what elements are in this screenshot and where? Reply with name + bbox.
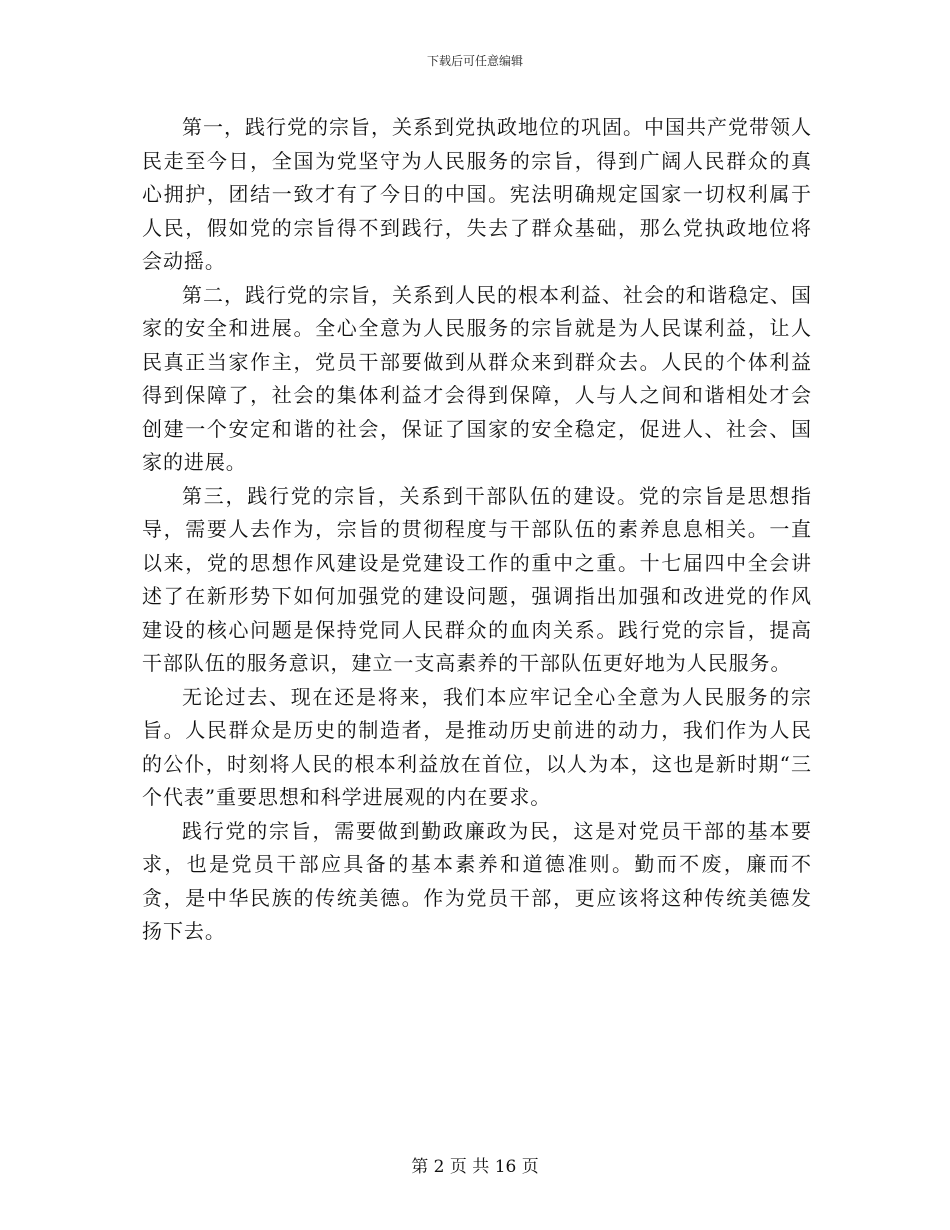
paragraph-5: 践行党的宗旨，需要做到勤政廉政为民，这是对党员干部的基本要求，也是党员干部应具备的基本素养和道德准则。勤而不废，廉而不贪，是中华民族的传统美德。作为党员干部，更应该将这种传统美德发扬下去。 [142,818,812,943]
page-footer: 第 2 页 共 16 页 [411,1157,539,1177]
document-body [142,111,812,949]
paragraph-3: 第三，践行党的宗旨，关系到干部队伍的建设。党的宗旨是思想指导，需要人去作为，宗旨的贯彻程度与干部队伍的素养息息相关。一直以来，党的思想作风建设是党建设工作的重中之重。十七届四中全会讲述了在新形势下如何加强党的建设问题，强调指出加强和改进党的作风建设的核心问题是保持党同人民群众的血肉关系。践行党的宗旨，提高干部队伍的服务意识，建立一支高素养的干部队伍更好地为人民服务。 [142,483,812,675]
paragraph-4: 无论过去、现在还是将来，我们本应牢记全心全意为人民服务的宗旨。人民群众是历史的制造者，是推动历史前进的动力，我们作为人民的公仆，时刻将人民的根本利益放在首位，以人为本，这也是新时期“三个代表”重要思想和科学进展观的内在要求。 [142,684,812,809]
paragraph-2: 第二，践行党的宗旨，关系到人民的根本利益、社会的和谐稳定、国家的安全和进展。全心全意为人民服务的宗旨就是为人民谋利益，让人民真正当家作主，党员干部要做到从群众来到群众去。人民的个体利益得到保障了，社会的集体利益才会得到保障，人与人之间和谐相处才会创建一个安定和谐的社会，保证了国家的安全稳定，促进人、社会、国家的进展。 [142,282,812,474]
paragraph-1: 第一，践行党的宗旨，关系到党执政地位的巩固。中国共产党带领人民走至今日，全国为党坚守为人民服务的宗旨，得到广阔人民群众的真心拥护，团结一致才有了今日的中国。宪法明确规定国家一切权利属于人民，假如党的宗旨得不到践行，失去了群众基础，那么党执政地位将会动摇。 [142,115,812,273]
page-header: 下载后可任意编辑 [426,54,523,68]
